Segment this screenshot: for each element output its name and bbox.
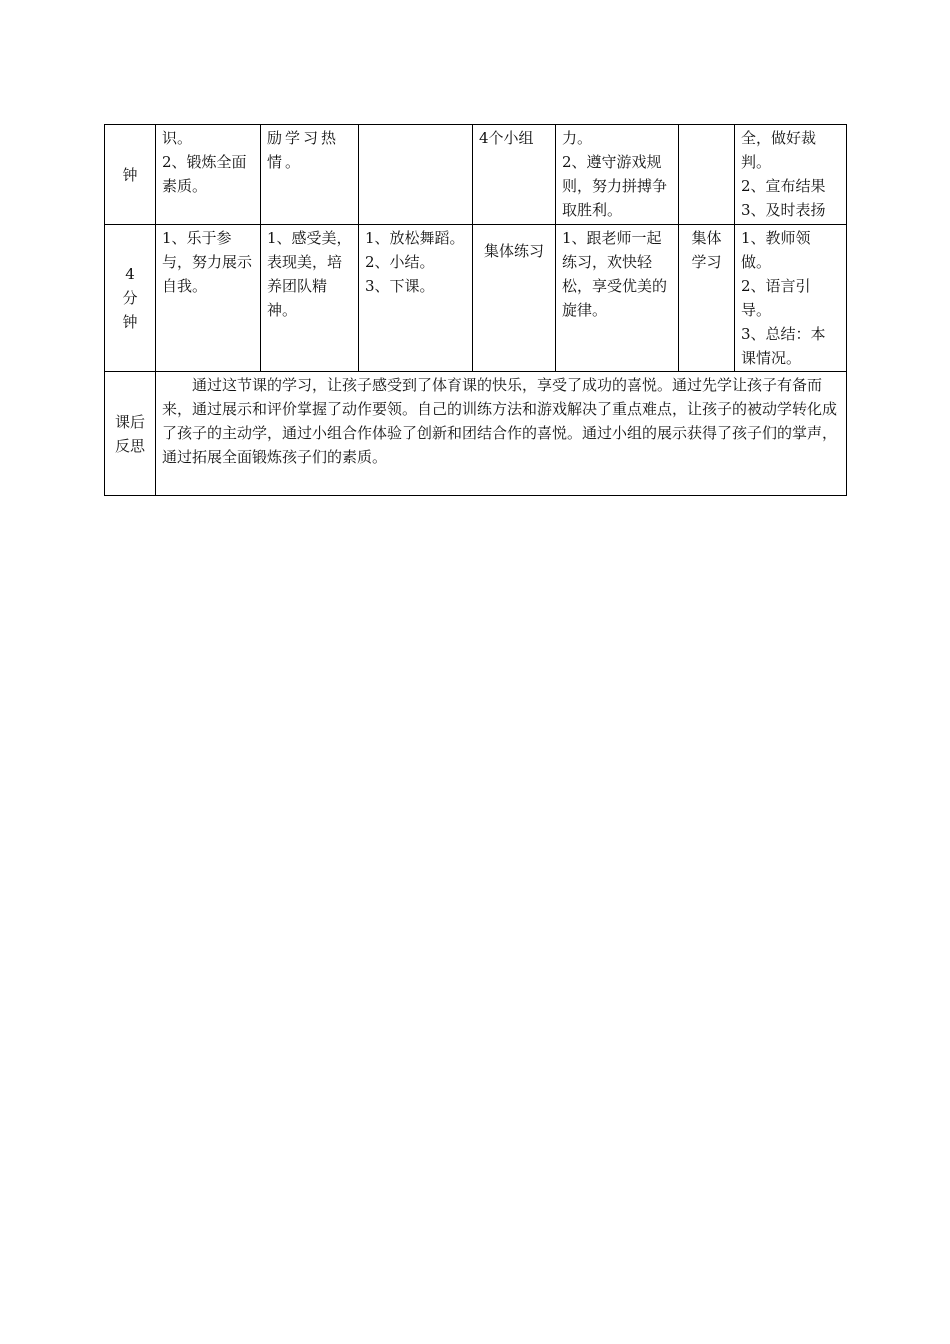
teacher-text: 2、宣布结果 (741, 177, 826, 195)
reflection-text: 通过这节课的学习，让孩子感受到了体育课的快乐，享受了成功的喜悦。通过先学让孩子有备而来，通过展示和评价掌握了动作要领。自己的训练方法和游戏解决了重点难点，让孩子的被动学转化成了孩子的主动学，通过小组合作体验了创新和团结合作的喜悦。通过小组的展示获得了孩子们的掌声，通过拓展全面锻炼孩子们的素质。 (162, 376, 838, 466)
content-text: 1、放松舞蹈。 (365, 229, 465, 247)
time-text: 钟 (122, 165, 138, 184)
goals-text: 2、锻炼全面素质。 (162, 153, 247, 195)
teacher-text: 3、及时表扬 (741, 201, 826, 219)
student-text: 力。 (562, 129, 593, 147)
time-text: 4 (125, 265, 135, 283)
reflection-label-cell (105, 372, 156, 496)
form-text: 集体学习 (691, 229, 722, 271)
goals-text: 识。 (162, 129, 193, 147)
time-cell (105, 125, 156, 225)
teacher-text: 全，做好裁判。 (741, 129, 817, 171)
table-row (105, 372, 847, 496)
reflection-label: 课后 (114, 412, 145, 431)
teacher-text: 1、教师领做。 (741, 229, 811, 271)
goals-cell (156, 125, 261, 225)
content-cell (359, 225, 473, 372)
table-row (105, 125, 847, 225)
student-cell (556, 125, 679, 225)
teacher-cell (735, 225, 847, 372)
content-cell (359, 125, 473, 225)
content-text: 2、小结。 (365, 253, 435, 271)
time-text: 钟 (122, 313, 138, 331)
time-cell (105, 225, 156, 372)
teacher-text: 3、总结：本课情况。 (741, 325, 826, 367)
table-row (105, 225, 847, 372)
goals-text: 1、乐于参与，努力展示自我。 (162, 229, 253, 295)
emotion-cell (261, 225, 359, 372)
form-cell (679, 225, 735, 372)
teacher-text: 2、语言引导。 (741, 277, 811, 319)
reflection-label: 反思 (114, 436, 145, 455)
reflection-cell (156, 372, 847, 496)
emotion-cell (261, 125, 359, 225)
method-text: 4个小组 (479, 129, 534, 147)
emotion-text: 励学习热情。 (267, 129, 340, 171)
content-text: 3、下课。 (365, 277, 435, 295)
emotion-text: 1、感受美，表现美，培养团队精神。 (267, 229, 352, 319)
time-text: 分 (122, 289, 138, 307)
method-text: 集体练习 (483, 242, 544, 260)
student-text: 1、跟老师一起练习，欢快轻松，享受优美的旋律。 (562, 229, 668, 319)
method-cell (473, 125, 556, 225)
teacher-cell (735, 125, 847, 225)
goals-cell (156, 225, 261, 372)
student-text: 2、遵守游戏规则，努力拼搏争取胜利。 (562, 153, 668, 219)
student-cell (556, 225, 679, 372)
form-cell (679, 125, 735, 225)
method-cell (473, 225, 556, 372)
lesson-plan-table (104, 124, 847, 496)
